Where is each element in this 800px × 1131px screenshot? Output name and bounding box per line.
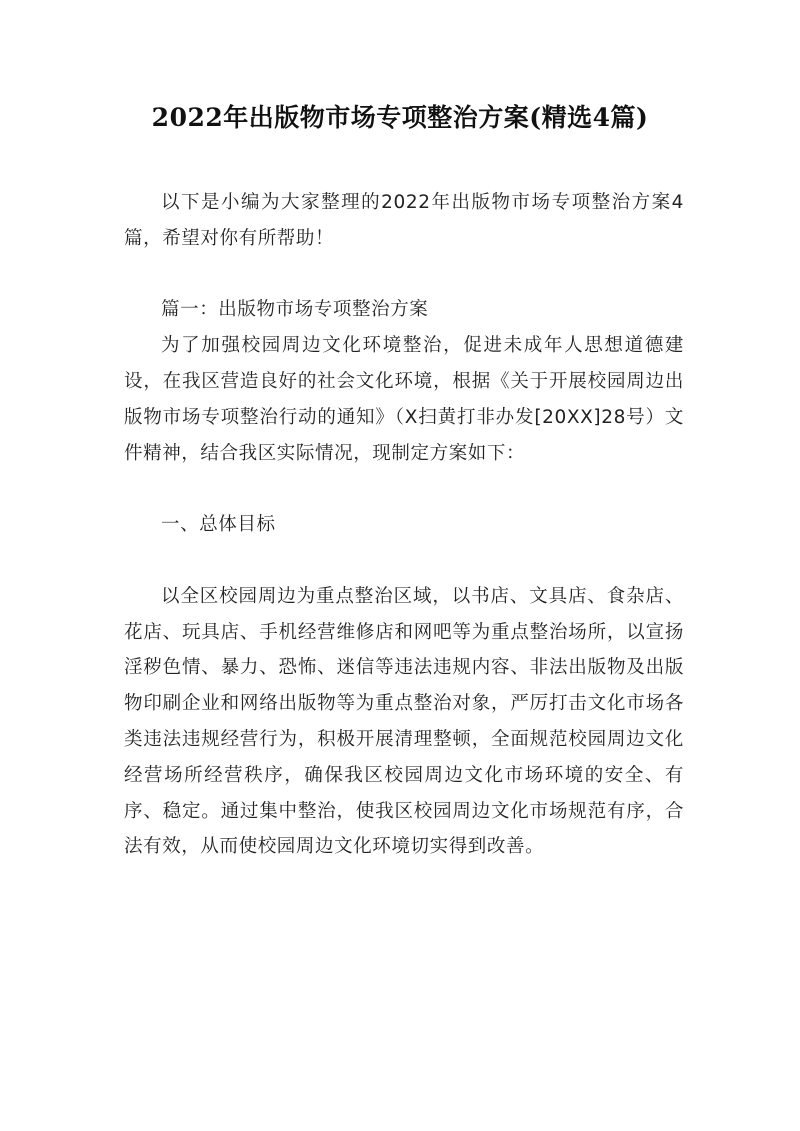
chapter-intro-paragraph: 为了加强校园周边文化环境整治，促进未成年人思想道德建设，在我区营造良好的社会文化环境，根据《关于开展校园周边出版物市场专项整治行动的通知》（X扫黄打非办发[20XX]28号）文件精神，结合我区实际情况，现制定方案如下： <box>124 335 684 464</box>
chapter-heading: 篇一：出版物市场专项整治方案 <box>161 299 429 321</box>
document-body <box>124 185 684 865</box>
intro-paragraph: 以下是小编为大家整理的2022年出版物市场专项整治方案4篇，希望对你有所帮助！ <box>124 192 684 249</box>
section-heading: 一、总体目标 <box>161 514 276 536</box>
paragraph-gap <box>124 543 684 579</box>
paragraph-gap <box>124 257 684 293</box>
section-body-paragraph: 以全区校园周边为重点整治区域，以书店、文具店、食杂店、花店、玩具店、手机经营维修店和网吧等为重点整治场所，以宣扬淫秽色情、暴力、恐怖、迷信等违法违规内容、非法出版物及出版物印刷企业和网络出版物等为重点整治对象，严厉打击文化市场各类违法违规经营行为，积极开展清理整顿，全面规范校园周边文化经营场所经营秩序，确保我区校园周边文化市场环境的安全、有序、稳定。通过集中整治，使我区校园周边文化市场规范有序，合法有效，从而使校园周边文化环境切实得到改善。 <box>124 585 684 858</box>
paragraph-gap <box>124 471 684 507</box>
document-title: 2022年出版物市场专项整治方案(精选4篇) <box>151 103 649 132</box>
